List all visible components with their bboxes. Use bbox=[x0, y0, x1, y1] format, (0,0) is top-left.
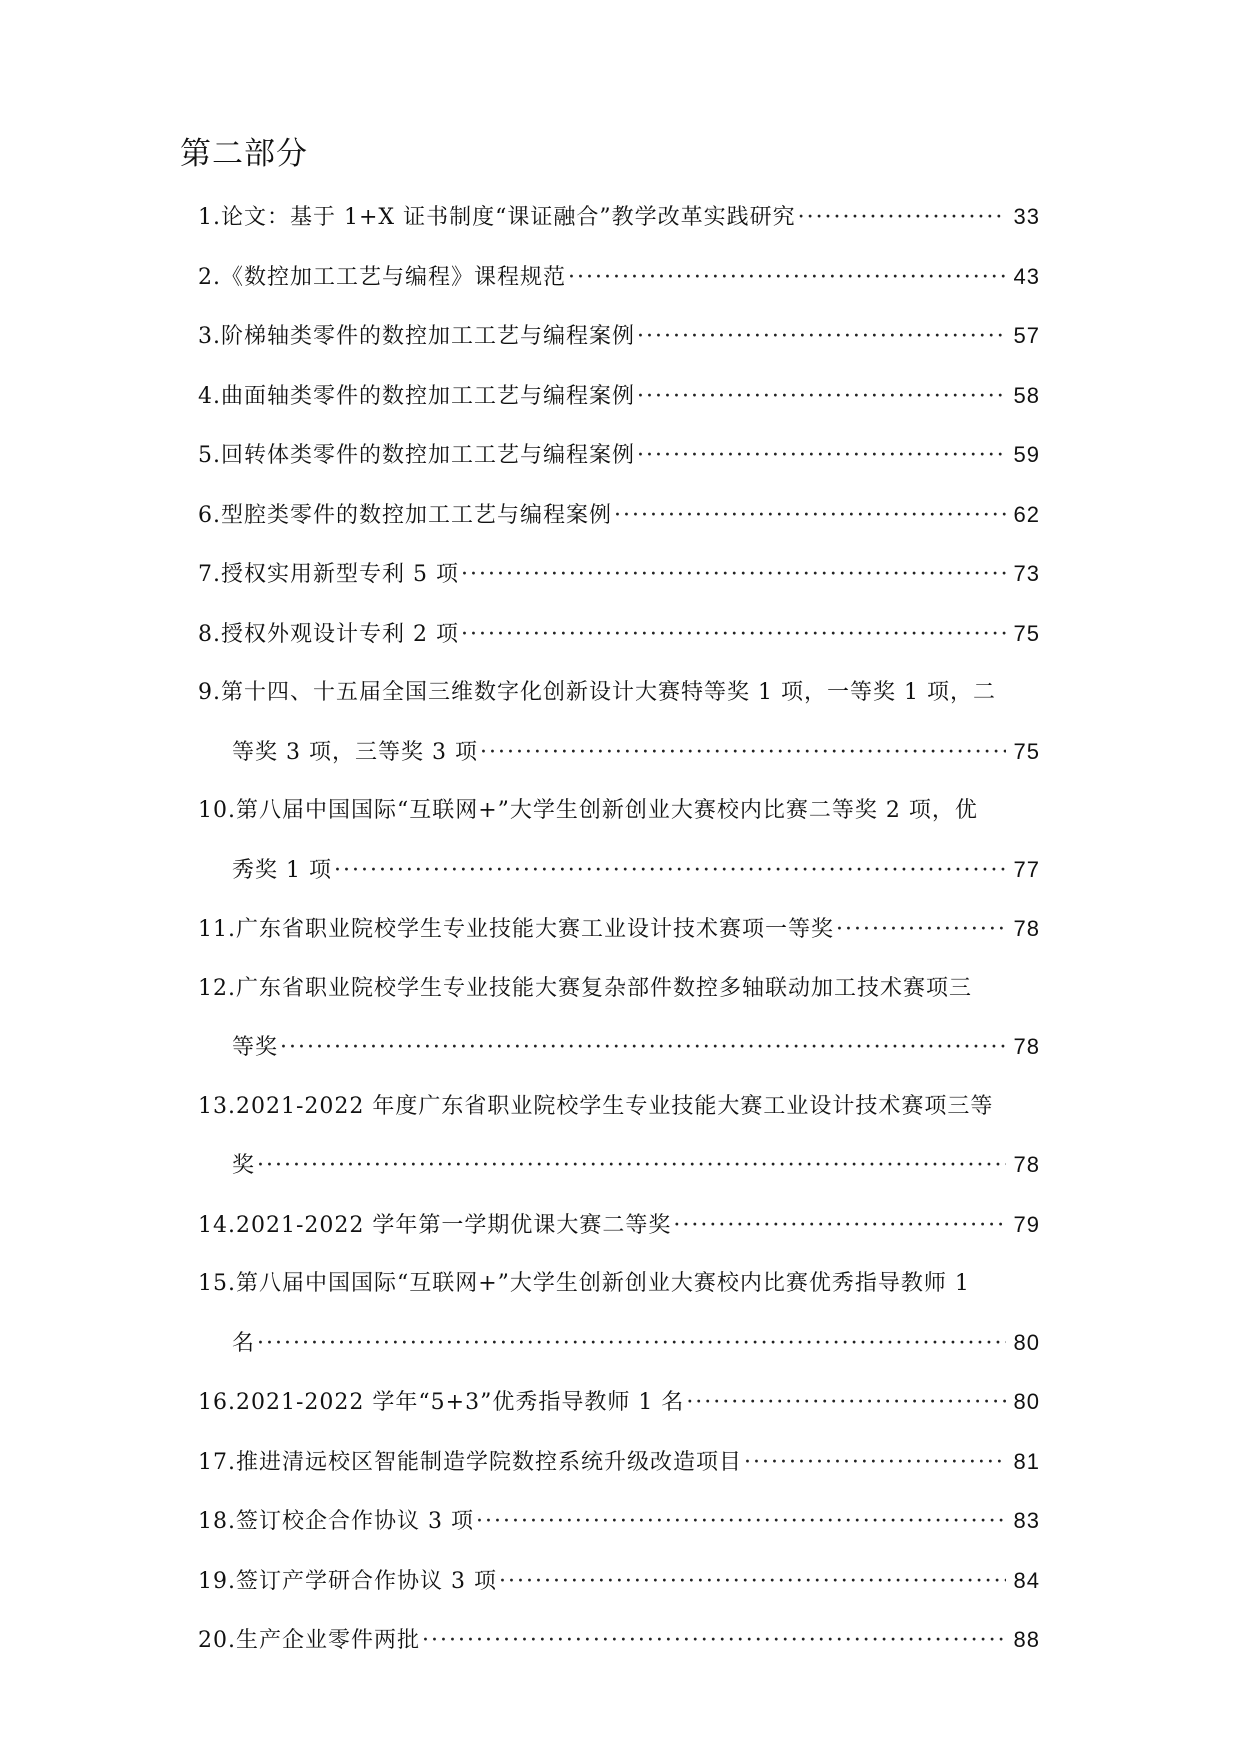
toc-entry-title: 生产企业零件两批 bbox=[236, 1628, 421, 1653]
toc-page-number: 62 bbox=[1013, 501, 1040, 527]
toc-entry[interactable] bbox=[198, 1433, 1040, 1493]
toc-entry-title: 回转体类零件的数控加工工艺与编程案例 bbox=[221, 443, 636, 468]
toc-entry[interactable] bbox=[198, 1078, 1040, 1196]
toc-entry-number: 12. bbox=[198, 975, 236, 1001]
dot-leader bbox=[461, 546, 1006, 605]
toc-entry-title: 广东省职业院校学生专业技能大赛工业设计技术赛项一等奖 bbox=[236, 917, 835, 942]
toc-entry-title: 等奖 3 项，三等奖 3 项 bbox=[232, 739, 478, 765]
toc-page-number: 57 bbox=[1013, 323, 1040, 348]
toc-entry-title: 第八届中国国际“互联网+”大学生创新创业大赛校内比赛优秀指导教师 1 bbox=[236, 1271, 970, 1296]
toc-entry[interactable] bbox=[198, 248, 1040, 308]
dot-leader bbox=[673, 1197, 1006, 1256]
toc-entry-number: 17. bbox=[198, 1449, 236, 1475]
toc-page-number: 81 bbox=[1013, 1448, 1040, 1474]
toc-entry-title: 2021-2022 学年第一学期优课大赛二等奖 bbox=[236, 1212, 672, 1238]
toc-entry-title: 阶梯轴类零件的数控加工工艺与编程案例 bbox=[221, 324, 636, 349]
toc-entry-number: 13. bbox=[198, 1093, 236, 1119]
toc-entry[interactable] bbox=[198, 307, 1040, 367]
toc-entry-number: 9. bbox=[198, 680, 221, 705]
toc-page-number: 73 bbox=[1013, 561, 1040, 586]
toc-entry-title: 2021-2022 年度广东省职业院校学生专业技能大赛工业设计技术赛项三等 bbox=[236, 1093, 994, 1119]
toc-page-number: 59 bbox=[1013, 442, 1040, 467]
toc-entry[interactable] bbox=[198, 782, 1040, 900]
toc-page-number: 75 bbox=[1013, 738, 1040, 764]
toc-entry-title: 授权外观设计专利 2 项 bbox=[221, 621, 459, 647]
toc-page-number: 58 bbox=[1013, 382, 1040, 408]
toc-entry-title: 签订校企合作协议 3 项 bbox=[236, 1509, 474, 1534]
toc-entry[interactable] bbox=[198, 1373, 1040, 1433]
toc-entry[interactable] bbox=[198, 545, 1040, 605]
toc-entry-title: 授权实用新型专利 5 项 bbox=[221, 562, 459, 587]
toc-entry[interactable] bbox=[198, 1255, 1040, 1373]
dot-leader bbox=[744, 1434, 1006, 1493]
toc-page-number: 78 bbox=[1013, 1034, 1040, 1059]
toc-page-number: 75 bbox=[1013, 620, 1040, 646]
toc-entry-number: 6. bbox=[198, 502, 221, 528]
toc-entry-title: 论文：基于 1+X 证书制度“课证融合”教学改革实践研究 bbox=[221, 205, 796, 230]
toc-entry[interactable] bbox=[198, 605, 1040, 665]
toc-entry-number: 14. bbox=[198, 1212, 236, 1238]
dot-leader bbox=[280, 1019, 1006, 1078]
toc-entry-number: 16. bbox=[198, 1390, 236, 1415]
toc-entry-title: 签订产学研合作协议 3 项 bbox=[236, 1568, 497, 1594]
toc-entry-title: 等奖 bbox=[232, 1035, 279, 1060]
dot-leader bbox=[686, 1374, 1006, 1433]
toc-entry-title: 广东省职业院校学生专业技能大赛复杂部件数控多轴联动加工技术赛项三 bbox=[236, 975, 973, 1001]
toc-entry-number: 10. bbox=[198, 798, 236, 823]
toc-entry-title: 型腔类零件的数控加工工艺与编程案例 bbox=[221, 502, 613, 528]
toc-entry-title: 推进清远校区智能制造学院数控系统升级改造项目 bbox=[236, 1449, 743, 1475]
toc-entry-number: 1. bbox=[198, 205, 221, 230]
toc-entry[interactable] bbox=[198, 426, 1040, 486]
toc-entry-number: 11. bbox=[198, 917, 236, 942]
dot-leader bbox=[836, 901, 1006, 960]
toc-entry-title: 曲面轴类零件的数控加工工艺与编程案例 bbox=[221, 383, 636, 409]
toc-entry[interactable] bbox=[198, 188, 1040, 248]
toc-entry[interactable] bbox=[198, 900, 1040, 960]
dot-leader bbox=[422, 1612, 1006, 1671]
toc-entry-number: 15. bbox=[198, 1271, 236, 1296]
dot-leader bbox=[334, 842, 1006, 901]
toc-entry-number: 7. bbox=[198, 562, 221, 587]
dot-leader bbox=[637, 427, 1006, 486]
toc-entry[interactable] bbox=[198, 486, 1040, 546]
toc-page-number: 80 bbox=[1013, 1389, 1040, 1414]
dot-leader bbox=[568, 249, 1006, 308]
toc-entry-title: 名 bbox=[232, 1330, 256, 1356]
toc-page-number: 83 bbox=[1013, 1508, 1040, 1533]
toc-entry-number: 5. bbox=[198, 443, 221, 468]
toc-page-number: 80 bbox=[1013, 1329, 1040, 1355]
dot-leader bbox=[637, 368, 1006, 427]
dot-leader bbox=[499, 1553, 1006, 1612]
toc-entry-title: 《数控加工工艺与编程》课程规范 bbox=[221, 264, 567, 290]
dot-leader bbox=[257, 1315, 1006, 1374]
toc-page-number: 78 bbox=[1013, 1152, 1040, 1177]
toc-entry-title: 第八届中国国际“互联网+”大学生创新创业大赛校内比赛二等奖 2 项，优 bbox=[236, 798, 978, 823]
toc-entry[interactable] bbox=[198, 1552, 1040, 1612]
toc-entry-number: 2. bbox=[198, 264, 221, 290]
toc-entry[interactable] bbox=[198, 1196, 1040, 1256]
toc-entry-number: 3. bbox=[198, 324, 221, 349]
toc-entry[interactable] bbox=[198, 960, 1040, 1078]
table-of-contents bbox=[198, 188, 1040, 1671]
toc-entry-title: 2021-2022 学年“5+3”优秀指导教师 1 名 bbox=[236, 1390, 685, 1415]
toc-entry[interactable] bbox=[198, 1492, 1040, 1552]
section-title: 第二部分 bbox=[180, 136, 308, 172]
toc-page-number: 77 bbox=[1013, 856, 1040, 882]
toc-page-number: 79 bbox=[1013, 1211, 1040, 1237]
toc-entry-title: 秀奖 1 项 bbox=[232, 857, 332, 883]
toc-entry[interactable] bbox=[198, 367, 1040, 427]
toc-page-number: 78 bbox=[1013, 916, 1040, 941]
dot-leader bbox=[637, 308, 1006, 367]
dot-leader bbox=[461, 606, 1006, 665]
toc-page-number: 33 bbox=[1013, 204, 1040, 229]
toc-page-number: 88 bbox=[1013, 1627, 1040, 1652]
toc-page-number: 43 bbox=[1013, 263, 1040, 289]
toc-entry[interactable] bbox=[198, 1611, 1040, 1671]
toc-page-number: 84 bbox=[1013, 1567, 1040, 1593]
toc-entry-number: 4. bbox=[198, 383, 221, 409]
toc-entry-number: 19. bbox=[198, 1568, 236, 1594]
toc-entry-number: 20. bbox=[198, 1628, 236, 1653]
toc-entry-number: 18. bbox=[198, 1509, 236, 1534]
dot-leader bbox=[614, 487, 1006, 546]
toc-entry-title: 奖 bbox=[232, 1153, 256, 1178]
dot-leader bbox=[476, 1493, 1006, 1552]
toc-entry-title: 第十四、十五届全国三维数字化创新设计大赛特等奖 1 项，一等奖 1 项，二 bbox=[221, 680, 996, 705]
dot-leader bbox=[480, 724, 1006, 783]
toc-entry[interactable] bbox=[198, 664, 1040, 782]
dot-leader bbox=[798, 189, 1006, 248]
dot-leader bbox=[257, 1137, 1006, 1196]
toc-entry-number: 8. bbox=[198, 621, 221, 647]
